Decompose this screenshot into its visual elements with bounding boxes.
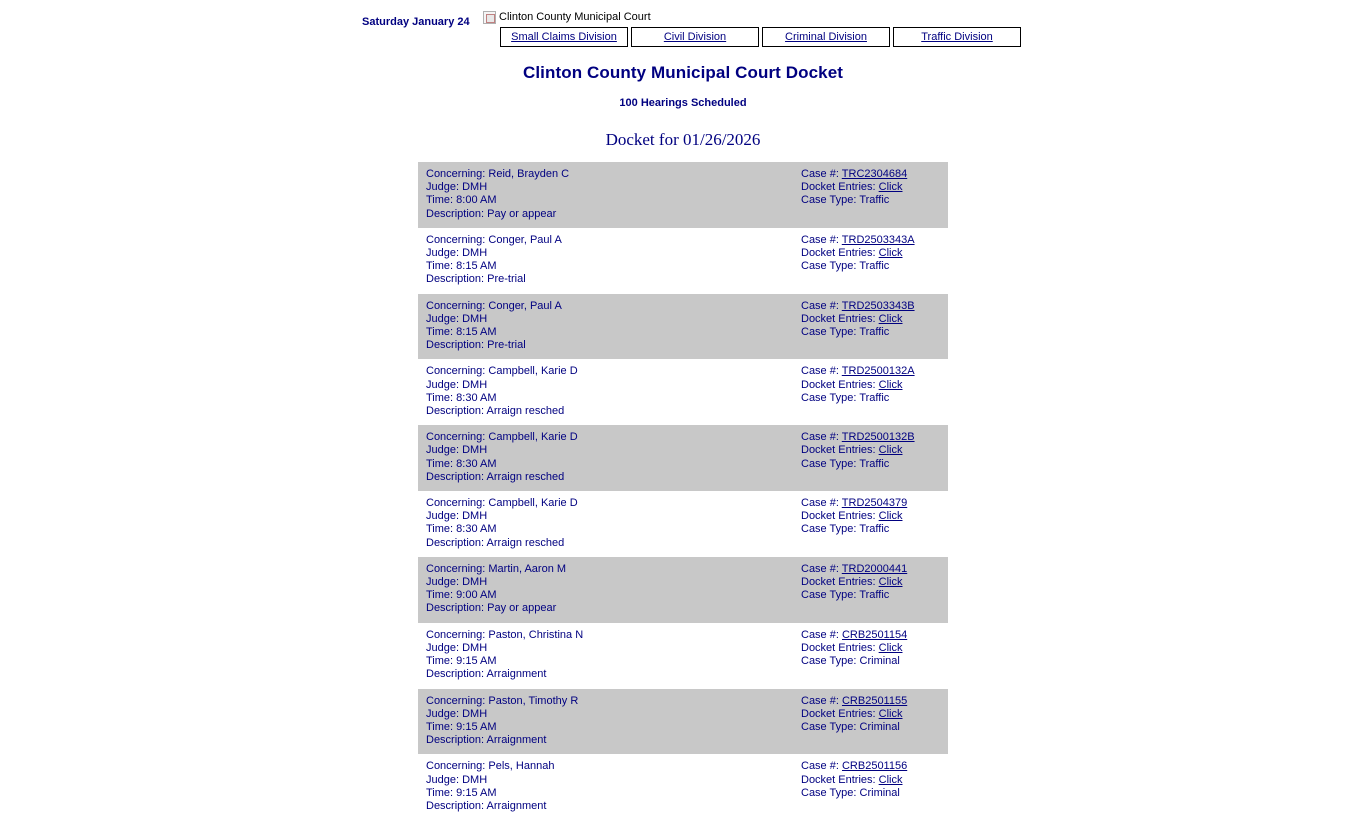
judge [426,510,785,523]
case-number-link[interactable]: TRD2504379 [841,497,908,510]
time-value: 8:15 AM [456,260,497,273]
time [426,326,785,339]
case-type [801,787,940,800]
table-row [418,491,948,557]
description-label: Description: [426,799,485,812]
case-type-value: Traffic [859,194,890,207]
table-row [418,228,948,294]
case-number [801,168,940,181]
time [426,655,785,668]
case-number-label: Case #: [801,562,839,575]
case-type-value: Traffic [859,457,890,470]
current-date-text: Saturday January 24 [362,16,470,28]
description-value: Arraign resched [486,470,565,483]
concerning [426,497,785,510]
docket-entries-label: Docket Entries: [801,641,876,654]
judge-label: Judge: [426,707,460,720]
docket-entries [801,774,940,787]
concerning-label: Concerning: [426,233,486,246]
judge [426,379,785,392]
judge-label: Judge: [426,510,460,523]
time-label: Time: [426,457,454,470]
docket-entries-click-link[interactable]: Click [878,181,903,194]
case-type-value: Traffic [859,523,890,536]
page-header [0,0,1366,43]
case-number-link[interactable]: TRD2503343A [841,233,915,246]
judge-value: DMH [462,444,488,457]
judge-label: Judge: [426,444,460,457]
description-value: Arraignment [486,668,547,681]
docket-entries-click-link[interactable]: Click [878,773,903,786]
concerning-label: Concerning: [426,628,486,641]
judge [426,444,785,457]
docket-entries [801,247,940,260]
time-label: Time: [426,326,454,339]
case-number-link[interactable]: CRB2501154 [841,628,908,641]
concerning-label: Concerning: [426,694,486,707]
concerning-value: Paston, Christina N [488,628,584,641]
docket-entries-click-link[interactable]: Click [878,641,903,654]
table-row [418,294,948,360]
docket-entries [801,181,940,194]
judge [426,774,785,787]
time [426,589,785,602]
docket-entries-label: Docket Entries: [801,773,876,786]
time [426,787,785,800]
concerning [426,234,785,247]
description [426,734,785,747]
hearing-details-cell [418,294,793,360]
case-info-cell [793,491,948,557]
docket-entries-label: Docket Entries: [801,247,876,260]
description-value: Pay or appear [487,207,557,220]
description-value: Arraignment [486,734,547,747]
page-title: Clinton County Municipal Court Docket [522,63,844,82]
judge [426,642,785,655]
time-value: 8:30 AM [456,457,497,470]
case-type [801,523,940,536]
time-label: Time: [426,391,454,404]
judge-label: Judge: [426,773,460,786]
division-nav-bar [500,27,1021,47]
time-label: Time: [426,786,454,799]
description-value: Arraign resched [486,536,565,549]
docket-entries-label: Docket Entries: [801,181,876,194]
case-number-label: Case #: [801,233,839,246]
case-info-cell [793,689,948,755]
docket-entries [801,510,940,523]
description-label: Description: [426,734,485,747]
case-number [801,365,940,378]
case-type-value: Traffic [859,326,890,339]
case-info-cell [793,294,948,360]
concerning [426,431,785,444]
case-type-label: Case Type: [801,655,857,668]
case-info-cell [793,557,948,623]
description [426,405,785,418]
concerning [426,365,785,378]
time-value: 8:00 AM [456,194,497,207]
concerning-value: Campbell, Karie D [488,365,578,378]
concerning-label: Concerning: [426,365,486,378]
case-type-label: Case Type: [801,589,857,602]
time-label: Time: [426,194,454,207]
description-value: Arraign resched [486,405,565,418]
case-type [801,458,940,471]
hearing-details-cell [418,359,793,425]
case-type-value: Criminal [859,786,900,799]
case-number-link[interactable]: TRD2500132A [841,365,915,378]
hearing-details-cell [418,425,793,491]
court-logo-broken-image [483,9,651,25]
docket-entries-click-link[interactable]: Click [878,444,903,457]
judge [426,181,785,194]
case-type-label: Case Type: [801,786,857,799]
judge [426,576,785,589]
concerning-label: Concerning: [426,299,486,312]
nav-criminal-division[interactable] [762,27,890,47]
description [426,668,785,681]
description-value: Arraignment [486,799,547,812]
time [426,260,785,273]
concerning-value: Campbell, Karie D [488,431,578,444]
case-number-link[interactable]: TRD2503343B [841,299,915,312]
hearing-details-cell [418,228,793,294]
time-value: 8:30 AM [456,523,497,536]
case-type [801,721,940,734]
docket-table-wrap [0,150,1366,820]
docket-entries-label: Docket Entries: [801,378,876,391]
case-number-link[interactable]: TRD2500132B [841,431,915,444]
table-row [418,689,948,755]
description [426,537,785,550]
case-type-value: Criminal [859,655,900,668]
concerning-value: Reid, Brayden C [488,168,570,180]
concerning [426,168,785,181]
case-number [801,497,940,510]
time-label: Time: [426,655,454,668]
case-type-label: Case Type: [801,391,857,404]
case-info-cell [793,359,948,425]
case-number-label: Case #: [801,628,839,641]
case-number-label: Case #: [801,431,839,444]
docket-entries-click-link[interactable]: Click [878,707,903,720]
time [426,458,785,471]
concerning-value: Campbell, Karie D [488,497,578,510]
docket-entries [801,576,940,589]
judge-value: DMH [462,641,488,654]
case-number [801,431,940,444]
concerning-value: Pels, Hannah [488,760,555,773]
case-number [801,629,940,642]
nav-civil-division-label: Civil Division [663,31,727,43]
judge-label: Judge: [426,247,460,260]
docket-table [418,162,948,820]
case-info-cell [793,425,948,491]
concerning-value: Conger, Paul A [488,233,562,246]
description [426,273,785,286]
case-number [801,234,940,247]
concerning-label: Concerning: [426,562,486,575]
concerning [426,300,785,313]
judge-value: DMH [462,181,488,194]
table-row [418,754,948,820]
judge-value: DMH [462,378,488,391]
docket-entries-click-link[interactable]: Click [878,576,903,589]
docket-entries-label: Docket Entries: [801,510,876,523]
case-type [801,655,940,668]
hearing-details-cell [418,491,793,557]
hearing-details-cell [418,162,793,228]
time-value: 9:15 AM [456,655,497,668]
case-number-link[interactable]: TRC2304684 [841,168,908,180]
table-row [418,623,948,689]
case-number-label: Case #: [801,299,839,312]
docket-entries-label: Docket Entries: [801,312,876,325]
case-type-label: Case Type: [801,523,857,536]
description [426,800,785,813]
case-number-link[interactable]: CRB2501155 [841,694,908,707]
case-number-label: Case #: [801,760,839,773]
case-number-label: Case #: [801,365,839,378]
concerning [426,563,785,576]
time-label: Time: [426,589,454,602]
concerning-label: Concerning: [426,760,486,773]
case-type [801,194,940,207]
concerning [426,629,785,642]
case-type-value: Traffic [859,589,890,602]
case-number-link[interactable]: TRD2000441 [841,562,908,575]
docket-entries-label: Docket Entries: [801,707,876,720]
case-type-label: Case Type: [801,720,857,733]
nav-criminal-division-label: Criminal Division [785,31,867,43]
description-label: Description: [426,668,485,681]
concerning-value: Paston, Timothy R [488,694,579,707]
nav-small-claims-division[interactable] [500,27,628,47]
case-info-cell [793,162,948,228]
docket-entries [801,313,940,326]
description [426,339,785,352]
concerning-value: Martin, Aaron M [488,562,567,575]
case-type [801,589,940,602]
case-type-value: Traffic [859,260,890,273]
hearings-count-text: 100 Hearings Scheduled [619,97,747,109]
nav-civil-division[interactable] [631,27,759,47]
judge-label: Judge: [426,378,460,391]
concerning-label: Concerning: [426,431,486,444]
case-number-label: Case #: [801,168,839,180]
case-type-label: Case Type: [801,326,857,339]
case-type-value: Criminal [859,720,900,733]
case-type-label: Case Type: [801,457,857,470]
case-number-label: Case #: [801,497,839,510]
docket-entries-click-link[interactable]: Click [878,247,903,260]
nav-small-claims-division-label: Small Claims Division [511,31,617,43]
judge-value: DMH [462,312,488,325]
case-number-link[interactable]: CRB2501156 [841,760,908,773]
case-type [801,326,940,339]
judge-label: Judge: [426,312,460,325]
case-type [801,392,940,405]
time [426,392,785,405]
case-number [801,695,940,708]
case-type-label: Case Type: [801,194,857,207]
judge-value: DMH [462,510,488,523]
hearing-details-cell [418,623,793,689]
docket-entries-label: Docket Entries: [801,444,876,457]
docket-entries-click-link[interactable]: Click [878,378,903,391]
judge-value: DMH [462,707,488,720]
docket-entries-click-link[interactable]: Click [878,510,903,523]
description-label: Description: [426,339,485,352]
docket-entries [801,642,940,655]
docket-entries-label: Docket Entries: [801,576,876,589]
time-label: Time: [426,720,454,733]
concerning-value: Conger, Paul A [488,299,562,312]
judge [426,247,785,260]
judge [426,708,785,721]
description-value: Pay or appear [487,602,557,615]
case-type-label: Case Type: [801,260,857,273]
time-value: 8:15 AM [456,326,497,339]
case-type [801,260,940,273]
hearing-details-cell [418,557,793,623]
time-label: Time: [426,523,454,536]
concerning [426,695,785,708]
docket-entries [801,444,940,457]
time-value: 9:00 AM [456,589,497,602]
case-number [801,760,940,773]
time [426,523,785,536]
case-info-cell [793,228,948,294]
description-label: Description: [426,602,485,615]
docket-entries-click-link[interactable]: Click [878,312,903,325]
judge-value: DMH [462,773,488,786]
docket-date-heading: Docket for 01/26/2026 [605,130,761,149]
description [426,208,785,221]
hearing-details-cell [418,689,793,755]
description-label: Description: [426,273,485,286]
judge-value: DMH [462,247,488,260]
case-info-cell [793,623,948,689]
judge-label: Judge: [426,576,460,589]
case-number [801,300,940,313]
case-info-cell [793,754,948,820]
case-type-value: Traffic [859,391,890,404]
nav-traffic-division-label: Traffic Division [921,31,993,43]
table-row [418,425,948,491]
table-row [418,162,948,228]
description-label: Description: [426,207,485,220]
time-value: 9:15 AM [456,720,497,733]
concerning-label: Concerning: [426,168,486,180]
judge [426,313,785,326]
time-value: 8:30 AM [456,391,497,404]
judge-label: Judge: [426,181,460,194]
docket-entries [801,708,940,721]
docket-entries [801,379,940,392]
nav-traffic-division[interactable] [893,27,1021,47]
docket-table-body [418,162,948,820]
broken-image-icon [483,11,496,24]
judge-value: DMH [462,576,488,589]
time [426,194,785,207]
court-logo-alt-text: Clinton County Municipal Court [499,11,651,23]
description-label: Description: [426,536,485,549]
case-number-label: Case #: [801,694,839,707]
judge-label: Judge: [426,641,460,654]
time-value: 9:15 AM [456,786,497,799]
table-row [418,359,948,425]
description-label: Description: [426,470,485,483]
description [426,471,785,484]
case-number [801,563,940,576]
description-value: Pre-trial [487,339,526,352]
description-value: Pre-trial [487,273,526,286]
time-label: Time: [426,260,454,273]
time [426,721,785,734]
concerning-label: Concerning: [426,497,486,510]
description-label: Description: [426,405,485,418]
table-row [418,557,948,623]
concerning [426,760,785,773]
description [426,602,785,615]
hearing-details-cell [418,754,793,820]
